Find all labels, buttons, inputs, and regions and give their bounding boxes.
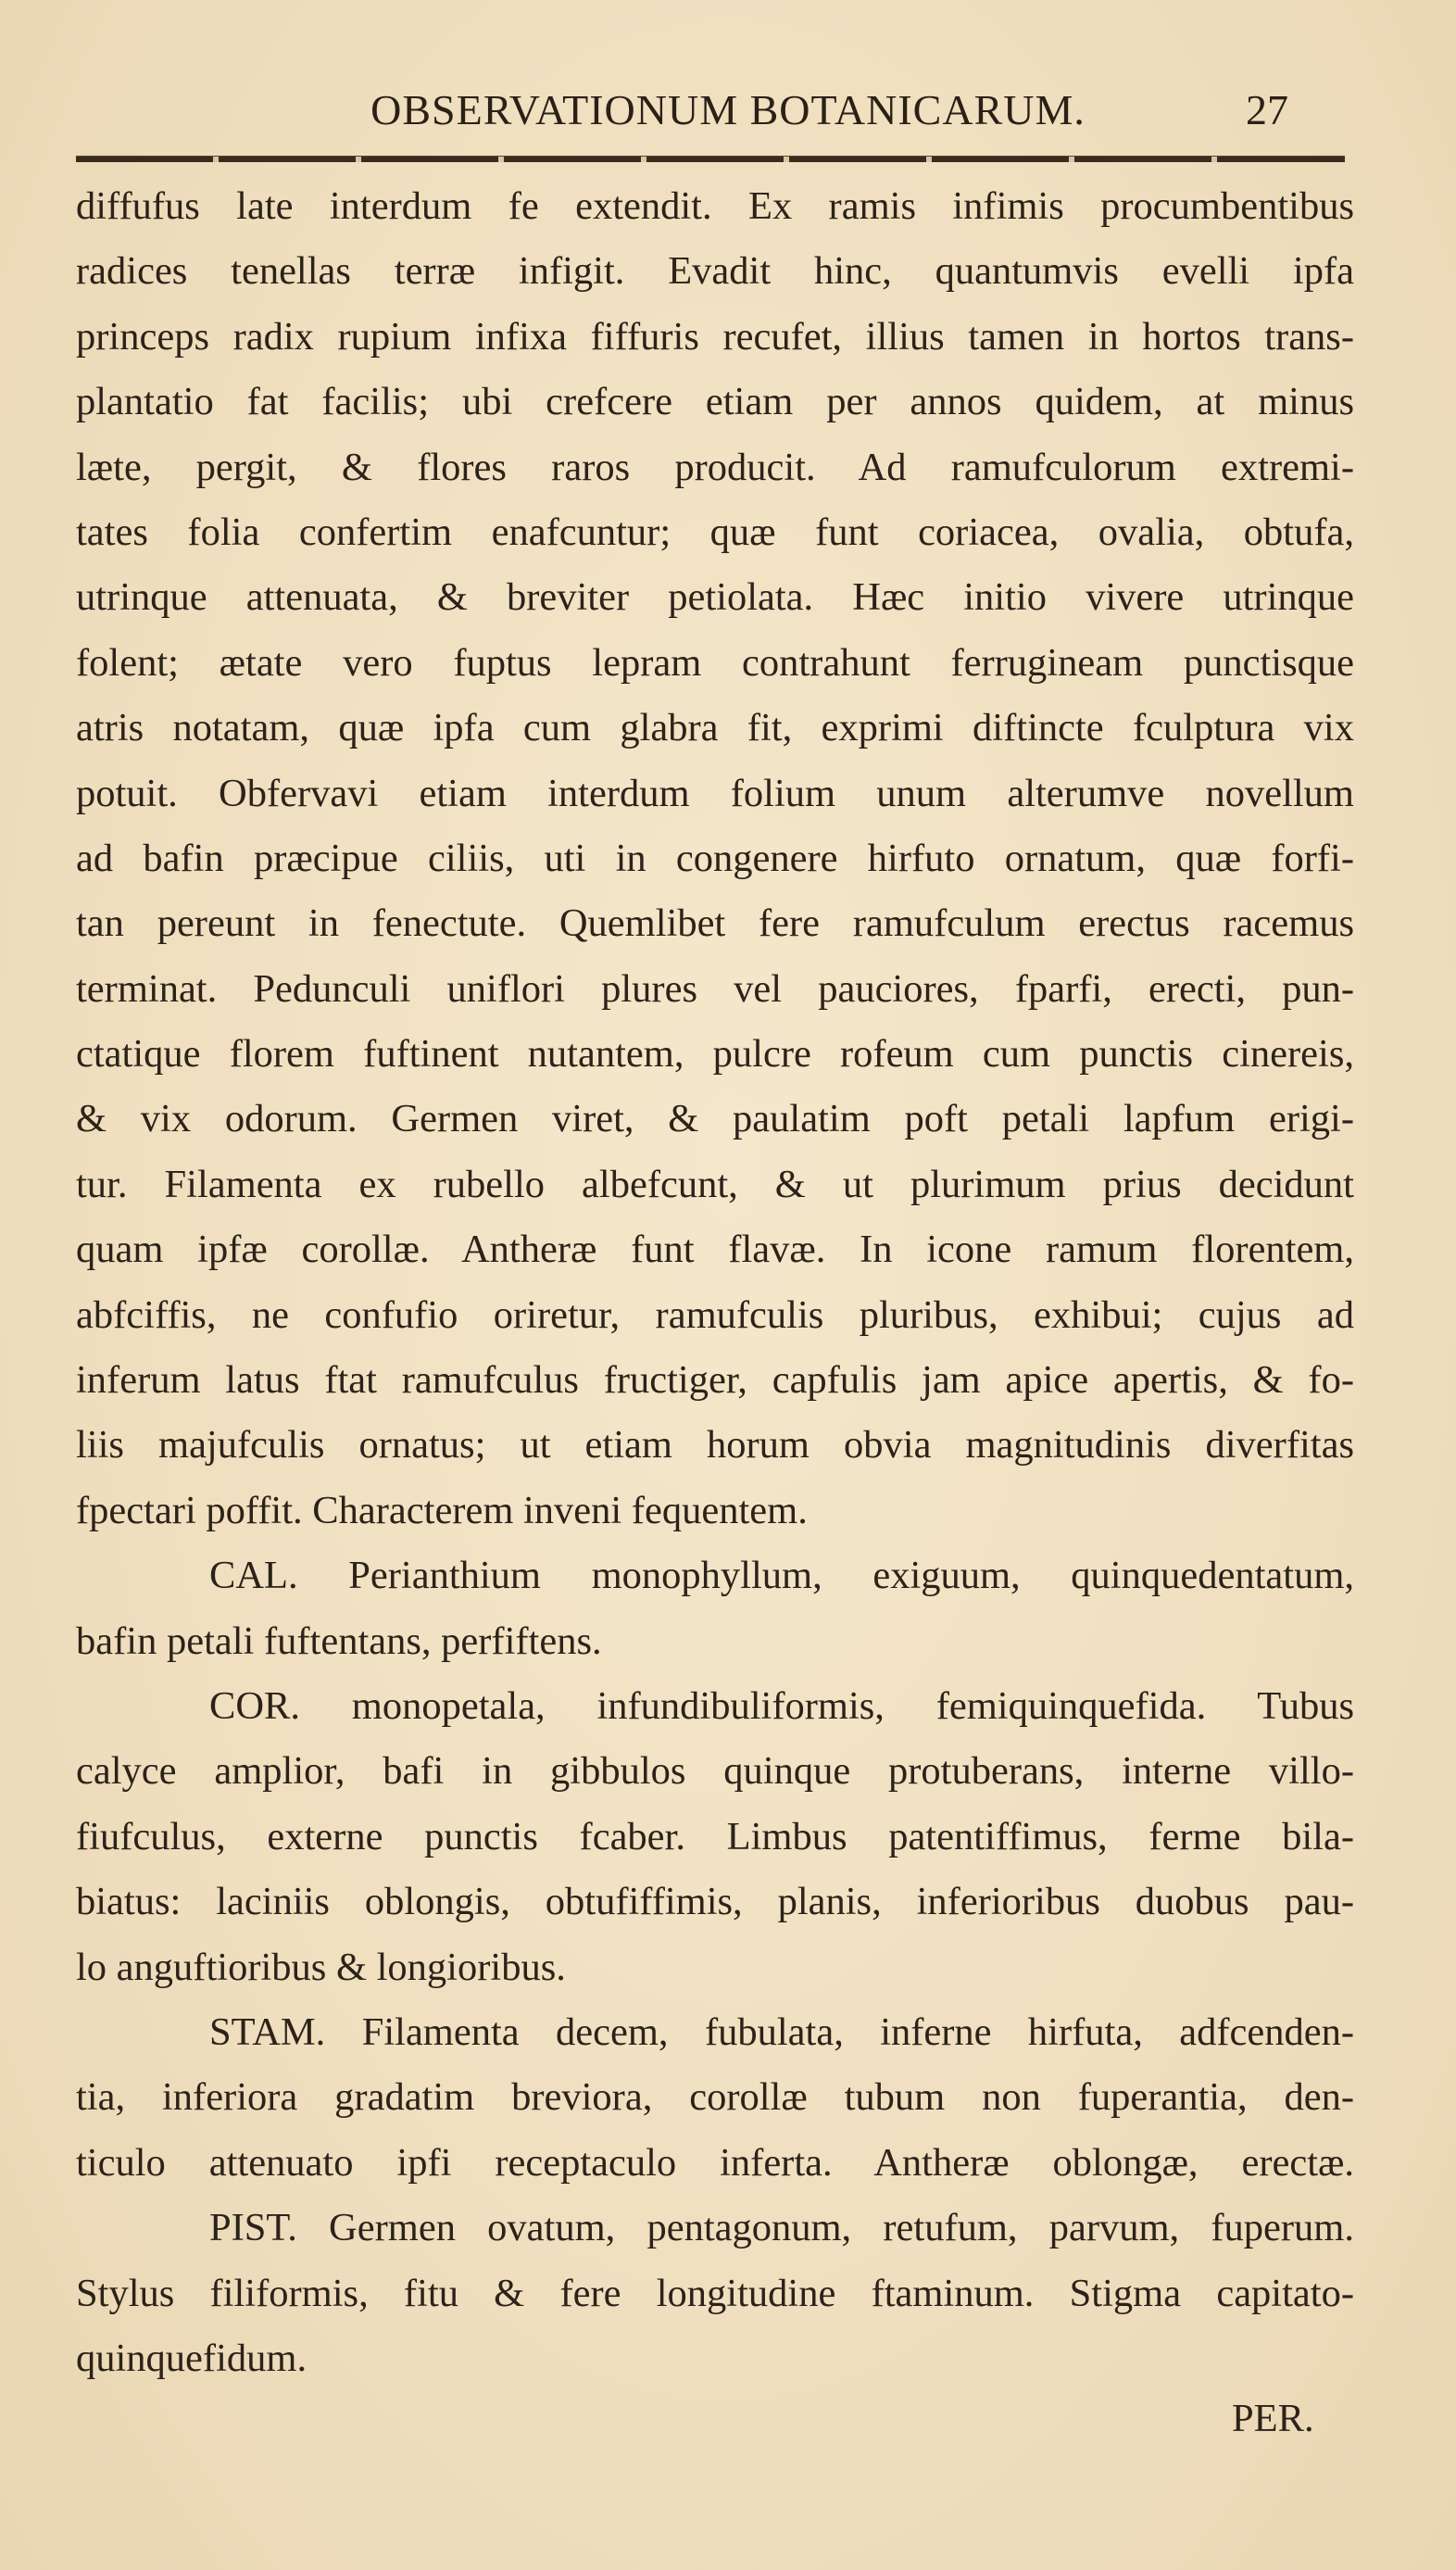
text-line: folent; ætate vero fuptus lepram contrahunt ferrugineam punctisque xyxy=(76,640,1354,685)
page-number: 27 xyxy=(1246,86,1288,133)
text-line: terminat. Pedunculi uniflori plures vel pauciores, fparfi, erecti, pun- xyxy=(76,966,1354,1011)
catchword: PER. xyxy=(1232,2397,1314,2440)
text-line: tia, inferiora gradatim breviora, corollæ tubum non fuperantia, den- xyxy=(76,2075,1354,2120)
text-line: liis majufculis ornatus; ut etiam horum obvia magnitudinis diverfitas xyxy=(76,1423,1354,1468)
text-line: tan pereunt in fenectute. Quemlibet fere ramufculum erectus racemus xyxy=(76,901,1354,946)
character-pist: PIST. Germen ovatum, pentagonum, retufum, parvum, fuperum. xyxy=(209,2206,1354,2250)
header-rule xyxy=(76,156,1345,162)
text-line: quinquefidum. xyxy=(76,2336,308,2380)
text-line: atris notatam, quæ ipfa cum glabra fit, exprimi diftincte fculptura vix xyxy=(76,706,1354,750)
text-line: inferum latus ftat ramufculus fructiger, capfulis jam apice apertis, & fo- xyxy=(76,1358,1354,1403)
text-line: ticulo attenuato ipfi receptaculo inferta. Antheræ oblongæ, erectæ. xyxy=(76,2140,1354,2185)
character-stam: STAM. Filamenta decem, fubulata, inferne hirfuta, adfcenden- xyxy=(209,2009,1354,2054)
text-line: læte, pergit, & flores raros producit. Ad ramufculorum extremi- xyxy=(76,445,1354,489)
text-line: & vix odorum. Germen viret, & paulatim poft petali lapfum erigi- xyxy=(76,1097,1354,1141)
body-text xyxy=(76,174,1354,2391)
text-line: plantatio fat facilis; ubi crefcere etiam per annos quidem, at minus xyxy=(76,380,1354,424)
text-line: radices tenellas terræ infigit. Evadit hinc, quantumvis evelli ipfa xyxy=(76,249,1354,294)
text-line: quam ipfæ corollæ. Antheræ funt flavæ. In icone ramum florentem, xyxy=(76,1228,1354,1272)
text-line: fiufculus, externe punctis fcaber. Limbus patentiffimus, ferme bila- xyxy=(76,1814,1354,1858)
text-line: diffufus late interdum fe extendit. Ex ramis infimis procumbentibus xyxy=(76,184,1354,228)
character-cor: COR. monopetala, infundibuliformis, femiquinquefida. Tubus xyxy=(209,1683,1354,1728)
text-line: tates folia confertim enafcuntur; quæ funt coriacea, ovalia, obtufa, xyxy=(76,510,1354,554)
text-line: ad bafin præcipue ciliis, uti in congenere hirfuto ornatum, quæ forfi- xyxy=(76,836,1354,880)
text-line: potuit. Obfervavi etiam interdum folium unum alterumve novellum xyxy=(76,771,1354,815)
text-line: utrinque attenuata, & breviter petiolata. Hæc initio vivere utrinque xyxy=(76,575,1354,620)
running-head xyxy=(0,85,1456,141)
text-line: lo anguftioribus & longioribus. xyxy=(76,1945,566,1989)
character-cal: CAL. Perianthium monophyllum, exiguum, quinquedentatum, xyxy=(209,1554,1354,1598)
text-line: abfciffis, ne confufio oriretur, ramufculis pluribus, exhibui; cujus ad xyxy=(76,1292,1354,1337)
running-title: OBSERVATIONUM BOTANICARUM. xyxy=(370,86,1086,133)
text-line: princeps radix rupium infixa fiffuris recufet, illius tamen in hortos trans- xyxy=(76,314,1354,359)
text-line: calyce amplior, bafi in gibbulos quinque protuberans, interne villo- xyxy=(76,1749,1354,1794)
text-line: tur. Filamenta ex rubello albefcunt, & ut plurimum prius decidunt xyxy=(76,1162,1354,1206)
text-line: bafin petali fuftentans, perfiftens. xyxy=(76,1619,602,1663)
text-line: fpectari poffit. Characterem inveni fequentem. xyxy=(76,1488,808,1532)
text-line: Stylus filiformis, fitu & fere longitudine ftaminum. Stigma capitato- xyxy=(76,2271,1354,2315)
text-line: ctatique florem fuftinent nutantem, pulcre rofeum cum punctis cinereis, xyxy=(76,1032,1354,1077)
text-line: biatus: laciniis oblongis, obtufiffimis, planis, inferioribus duobus pau- xyxy=(76,1880,1354,1924)
